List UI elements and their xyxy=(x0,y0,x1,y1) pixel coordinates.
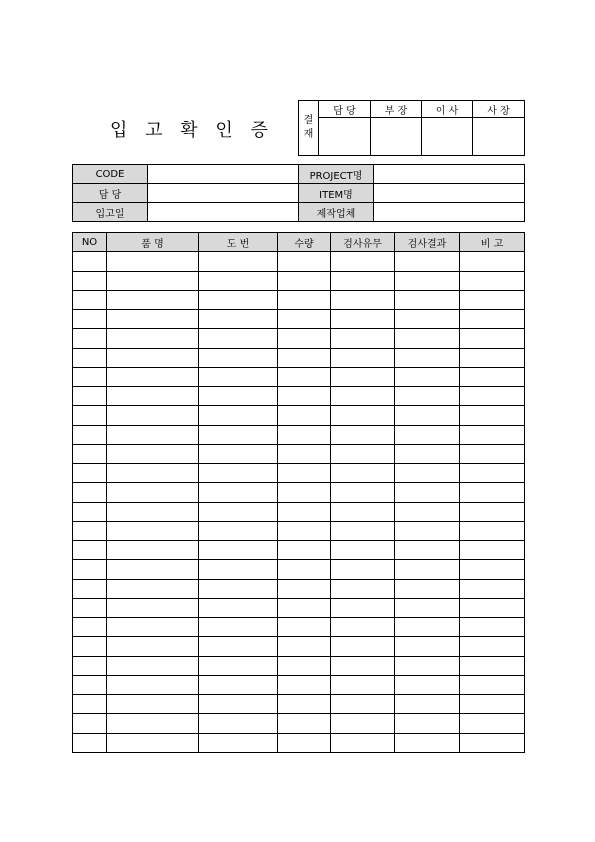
date-label: 입고일 xyxy=(73,203,148,222)
table-cell[interactable] xyxy=(107,598,199,617)
col-header-qty: 수량 xyxy=(278,233,331,252)
table-cell[interactable] xyxy=(460,406,525,425)
table-cell[interactable] xyxy=(278,656,331,675)
table-cell[interactable] xyxy=(460,444,525,463)
table-cell[interactable] xyxy=(460,656,525,675)
table-cell[interactable] xyxy=(395,637,460,656)
document-title: 입 고 확 인 증 xyxy=(110,120,274,141)
table-cell[interactable] xyxy=(107,502,199,521)
table-cell[interactable] xyxy=(460,695,525,714)
table-cell[interactable] xyxy=(278,521,331,540)
table-cell[interactable] xyxy=(331,733,395,752)
table-row xyxy=(73,560,525,579)
table-cell[interactable] xyxy=(73,675,107,694)
table-cell[interactable] xyxy=(460,310,525,329)
table-cell[interactable] xyxy=(73,387,107,406)
table-cell[interactable] xyxy=(73,290,107,309)
table-cell[interactable] xyxy=(331,252,395,271)
table-cell[interactable] xyxy=(460,483,525,502)
table-cell[interactable] xyxy=(395,675,460,694)
table-cell[interactable] xyxy=(199,521,278,540)
table-cell[interactable] xyxy=(199,733,278,752)
table-cell[interactable] xyxy=(73,425,107,444)
table-cell[interactable] xyxy=(107,483,199,502)
table-cell[interactable] xyxy=(107,637,199,656)
signature-cell-executive[interactable] xyxy=(422,118,473,156)
table-cell[interactable] xyxy=(395,464,460,483)
table-cell[interactable] xyxy=(73,733,107,752)
table-row xyxy=(73,444,525,463)
table-cell[interactable] xyxy=(278,541,331,560)
table-cell[interactable] xyxy=(199,598,278,617)
table-cell[interactable] xyxy=(460,502,525,521)
table-cell[interactable] xyxy=(199,271,278,290)
table-cell[interactable] xyxy=(331,290,395,309)
table-cell[interactable] xyxy=(107,560,199,579)
table-row xyxy=(73,618,525,637)
table-cell[interactable] xyxy=(107,714,199,733)
table-cell[interactable] xyxy=(73,598,107,617)
table-row xyxy=(73,252,525,271)
table-cell[interactable] xyxy=(199,502,278,521)
table-row xyxy=(73,675,525,694)
table-cell[interactable] xyxy=(460,618,525,637)
table-cell[interactable] xyxy=(199,252,278,271)
manager-field[interactable] xyxy=(148,184,299,203)
table-cell[interactable] xyxy=(73,406,107,425)
table-cell[interactable] xyxy=(278,579,331,598)
table-cell[interactable] xyxy=(199,348,278,367)
table-cell[interactable] xyxy=(107,406,199,425)
table-cell[interactable] xyxy=(199,329,278,348)
table-cell[interactable] xyxy=(199,656,278,675)
table-cell[interactable] xyxy=(460,714,525,733)
table-cell[interactable] xyxy=(199,406,278,425)
approval-label: 결 재 xyxy=(299,101,319,156)
table-cell[interactable] xyxy=(278,290,331,309)
table-cell[interactable] xyxy=(199,367,278,386)
table-cell[interactable] xyxy=(199,290,278,309)
table-cell[interactable] xyxy=(460,637,525,656)
table-cell[interactable] xyxy=(331,271,395,290)
table-cell[interactable] xyxy=(278,348,331,367)
table-cell[interactable] xyxy=(278,271,331,290)
table-cell[interactable] xyxy=(460,579,525,598)
table-cell[interactable] xyxy=(395,290,460,309)
table-row xyxy=(73,733,525,752)
table-row xyxy=(73,695,525,714)
table-cell[interactable] xyxy=(331,675,395,694)
table-cell[interactable] xyxy=(331,367,395,386)
table-cell[interactable] xyxy=(199,541,278,560)
table-cell[interactable] xyxy=(395,425,460,444)
table-cell[interactable] xyxy=(199,483,278,502)
table-cell[interactable] xyxy=(331,618,395,637)
table-cell[interactable] xyxy=(107,618,199,637)
table-cell[interactable] xyxy=(331,714,395,733)
col-header-no: NO xyxy=(73,233,107,252)
table-row xyxy=(73,310,525,329)
table-cell[interactable] xyxy=(460,675,525,694)
table-row xyxy=(73,387,525,406)
approval-role-manager: 담 당 xyxy=(319,101,371,118)
table-cell[interactable] xyxy=(331,502,395,521)
table-cell[interactable] xyxy=(395,521,460,540)
table-cell[interactable] xyxy=(199,310,278,329)
items-body xyxy=(73,252,525,753)
col-header-name: 품 명 xyxy=(107,233,199,252)
table-cell[interactable] xyxy=(278,637,331,656)
item-label: ITEM명 xyxy=(299,184,374,203)
table-row xyxy=(73,425,525,444)
table-row xyxy=(73,348,525,367)
table-cell[interactable] xyxy=(460,521,525,540)
code-label: CODE xyxy=(73,165,148,184)
table-cell[interactable] xyxy=(73,560,107,579)
table-cell[interactable] xyxy=(395,367,460,386)
table-cell[interactable] xyxy=(395,387,460,406)
table-row xyxy=(73,483,525,502)
table-cell[interactable] xyxy=(107,252,199,271)
table-cell[interactable] xyxy=(460,560,525,579)
table-row xyxy=(73,714,525,733)
table-cell[interactable] xyxy=(278,367,331,386)
date-field[interactable] xyxy=(148,203,299,222)
table-cell[interactable] xyxy=(199,425,278,444)
table-cell[interactable] xyxy=(278,406,331,425)
table-row xyxy=(73,290,525,309)
table-cell[interactable] xyxy=(107,290,199,309)
table-cell[interactable] xyxy=(199,560,278,579)
table-cell[interactable] xyxy=(73,348,107,367)
table-cell[interactable] xyxy=(395,271,460,290)
table-cell[interactable] xyxy=(278,675,331,694)
table-cell[interactable] xyxy=(395,656,460,675)
table-cell[interactable] xyxy=(395,695,460,714)
table-cell[interactable] xyxy=(107,521,199,540)
table-cell[interactable] xyxy=(395,444,460,463)
table-cell[interactable] xyxy=(278,329,331,348)
table-cell[interactable] xyxy=(278,252,331,271)
table-row xyxy=(73,521,525,540)
table-cell[interactable] xyxy=(395,329,460,348)
approval-role-director: 부 장 xyxy=(371,101,422,118)
col-header-inspected: 검사유무 xyxy=(331,233,395,252)
table-row xyxy=(73,656,525,675)
table-cell[interactable] xyxy=(460,464,525,483)
table-cell[interactable] xyxy=(331,348,395,367)
table-cell[interactable] xyxy=(107,695,199,714)
table-row xyxy=(73,329,525,348)
table-cell[interactable] xyxy=(460,387,525,406)
table-cell[interactable] xyxy=(278,425,331,444)
table-row xyxy=(73,464,525,483)
table-cell[interactable] xyxy=(73,579,107,598)
table-cell[interactable] xyxy=(107,656,199,675)
project-field[interactable] xyxy=(374,165,525,184)
table-cell[interactable] xyxy=(107,271,199,290)
manager-label: 담 당 xyxy=(73,184,148,203)
table-cell[interactable] xyxy=(460,290,525,309)
table-cell[interactable] xyxy=(199,714,278,733)
table-cell[interactable] xyxy=(199,637,278,656)
table-cell[interactable] xyxy=(73,310,107,329)
table-cell[interactable] xyxy=(460,252,525,271)
approval-role-president: 사 장 xyxy=(473,101,525,118)
table-cell[interactable] xyxy=(460,367,525,386)
table-cell[interactable] xyxy=(73,444,107,463)
table-cell[interactable] xyxy=(395,348,460,367)
table-cell[interactable] xyxy=(199,464,278,483)
table-cell[interactable] xyxy=(107,579,199,598)
table-cell[interactable] xyxy=(199,579,278,598)
table-cell[interactable] xyxy=(331,637,395,656)
table-cell[interactable] xyxy=(278,618,331,637)
table-row xyxy=(73,637,525,656)
item-field[interactable] xyxy=(374,184,525,203)
table-cell[interactable] xyxy=(107,387,199,406)
signature-cell-director[interactable] xyxy=(371,118,422,156)
table-row xyxy=(73,598,525,617)
table-cell[interactable] xyxy=(331,695,395,714)
table-cell[interactable] xyxy=(278,714,331,733)
table-cell[interactable] xyxy=(460,541,525,560)
project-label: PROJECT명 xyxy=(299,165,374,184)
table-cell[interactable] xyxy=(460,348,525,367)
table-row xyxy=(73,367,525,386)
table-row xyxy=(73,541,525,560)
table-cell[interactable] xyxy=(278,310,331,329)
table-cell[interactable] xyxy=(278,733,331,752)
table-cell[interactable] xyxy=(395,310,460,329)
approval-box xyxy=(298,100,525,156)
table-cell[interactable] xyxy=(395,541,460,560)
table-cell[interactable] xyxy=(278,387,331,406)
table-cell[interactable] xyxy=(395,618,460,637)
col-header-drawing: 도 번 xyxy=(199,233,278,252)
table-cell[interactable] xyxy=(107,675,199,694)
table-cell[interactable] xyxy=(107,444,199,463)
table-cell[interactable] xyxy=(331,656,395,675)
table-cell[interactable] xyxy=(73,252,107,271)
table-cell[interactable] xyxy=(395,252,460,271)
table-cell[interactable] xyxy=(107,348,199,367)
table-cell[interactable] xyxy=(107,541,199,560)
table-cell[interactable] xyxy=(331,541,395,560)
table-cell[interactable] xyxy=(331,425,395,444)
signature-cell-president[interactable] xyxy=(473,118,525,156)
table-cell[interactable] xyxy=(73,329,107,348)
table-cell[interactable] xyxy=(199,387,278,406)
signature-cell-manager[interactable] xyxy=(319,118,371,156)
table-cell[interactable] xyxy=(73,367,107,386)
table-cell[interactable] xyxy=(331,598,395,617)
approval-role-executive: 이 사 xyxy=(422,101,473,118)
table-cell[interactable] xyxy=(331,521,395,540)
table-cell[interactable] xyxy=(331,560,395,579)
table-cell[interactable] xyxy=(395,483,460,502)
table-cell[interactable] xyxy=(278,444,331,463)
table-cell[interactable] xyxy=(73,483,107,502)
table-cell[interactable] xyxy=(199,618,278,637)
table-cell[interactable] xyxy=(278,598,331,617)
table-cell[interactable] xyxy=(331,464,395,483)
table-cell[interactable] xyxy=(331,406,395,425)
table-row xyxy=(73,406,525,425)
table-cell[interactable] xyxy=(331,483,395,502)
table-cell[interactable] xyxy=(331,444,395,463)
maker-field[interactable] xyxy=(374,203,525,222)
table-cell[interactable] xyxy=(331,579,395,598)
table-cell[interactable] xyxy=(278,560,331,579)
items-table xyxy=(72,232,525,753)
table-cell[interactable] xyxy=(278,464,331,483)
table-cell[interactable] xyxy=(395,733,460,752)
table-cell[interactable] xyxy=(395,579,460,598)
table-cell[interactable] xyxy=(107,329,199,348)
table-cell[interactable] xyxy=(460,598,525,617)
table-cell[interactable] xyxy=(199,695,278,714)
table-cell[interactable] xyxy=(107,733,199,752)
table-cell[interactable] xyxy=(107,310,199,329)
table-cell[interactable] xyxy=(107,367,199,386)
table-row xyxy=(73,271,525,290)
table-cell[interactable] xyxy=(460,271,525,290)
table-cell[interactable] xyxy=(73,502,107,521)
table-cell[interactable] xyxy=(73,521,107,540)
table-cell[interactable] xyxy=(331,329,395,348)
table-cell[interactable] xyxy=(199,675,278,694)
items-header-row xyxy=(73,233,525,252)
table-cell[interactable] xyxy=(73,695,107,714)
table-cell[interactable] xyxy=(395,714,460,733)
table-cell[interactable] xyxy=(460,329,525,348)
table-cell[interactable] xyxy=(460,733,525,752)
table-cell[interactable] xyxy=(107,464,199,483)
table-cell[interactable] xyxy=(395,406,460,425)
table-row xyxy=(73,502,525,521)
table-cell[interactable] xyxy=(331,387,395,406)
table-cell[interactable] xyxy=(460,425,525,444)
table-cell[interactable] xyxy=(73,656,107,675)
info-table xyxy=(72,164,525,222)
table-row xyxy=(73,579,525,598)
table-cell[interactable] xyxy=(278,483,331,502)
table-cell[interactable] xyxy=(107,425,199,444)
table-cell[interactable] xyxy=(73,541,107,560)
table-cell[interactable] xyxy=(395,560,460,579)
table-cell[interactable] xyxy=(73,714,107,733)
table-cell[interactable] xyxy=(278,502,331,521)
col-header-remarks: 비 고 xyxy=(460,233,525,252)
table-cell[interactable] xyxy=(331,310,395,329)
table-cell[interactable] xyxy=(73,271,107,290)
table-cell[interactable] xyxy=(73,637,107,656)
table-cell[interactable] xyxy=(73,464,107,483)
table-cell[interactable] xyxy=(199,444,278,463)
table-cell[interactable] xyxy=(395,502,460,521)
table-cell[interactable] xyxy=(395,598,460,617)
code-field[interactable] xyxy=(148,165,299,184)
table-cell[interactable] xyxy=(278,695,331,714)
col-header-result: 검사결과 xyxy=(395,233,460,252)
table-cell[interactable] xyxy=(73,618,107,637)
maker-label: 제작업체 xyxy=(299,203,374,222)
